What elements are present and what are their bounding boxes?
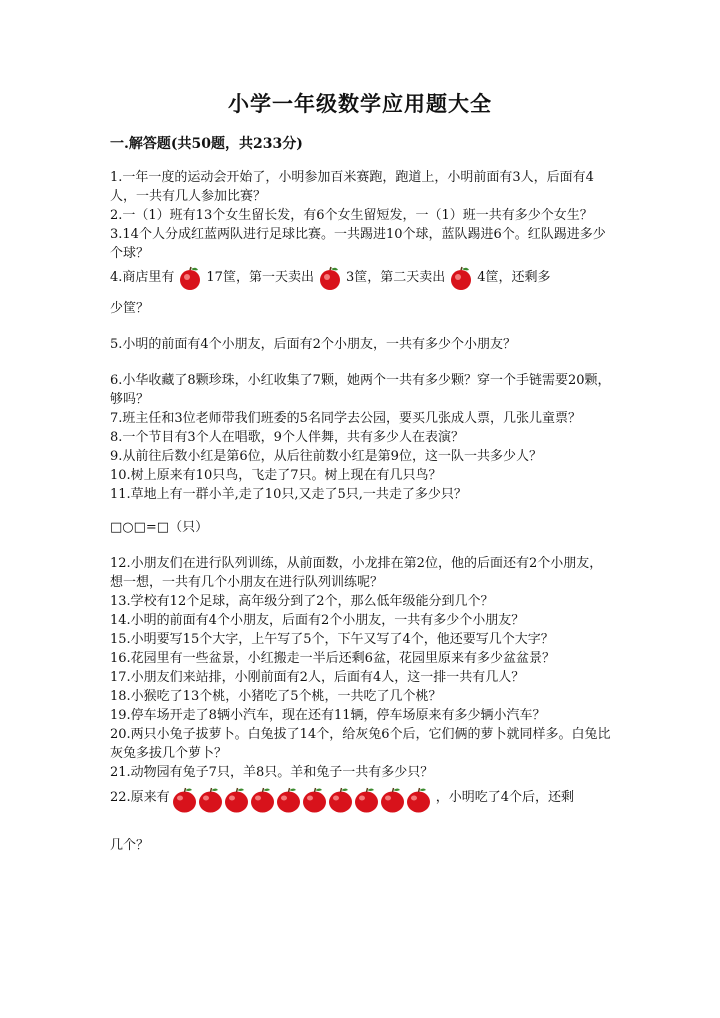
question-8: 8.一个节目有3个人在唱歌，9个人伴舞，共有多少人在表演？ xyxy=(110,430,464,445)
question-22-part-1: 22.原来有 xyxy=(110,790,170,805)
question-3: 3.14个人分成红蓝两队进行足球比赛。一共踢进10个球，蓝队踢进6个。红队踢进多少个球？ xyxy=(110,227,606,261)
question-13: 13.学校有12个足球，高年级分到了2个，那么低年级能分到几个？ xyxy=(110,594,494,609)
apple-icon xyxy=(328,786,353,813)
question-20: 20.两只小兔子拔萝卜。白兔拔了14个，给灰兔6个后，它们俩的萝卜就同样多。白兔比灰兔多拔几个萝卜？ xyxy=(110,727,611,761)
apple-icon xyxy=(276,786,301,813)
apple-icon xyxy=(198,786,223,813)
question-4-part-4: 4筐，还剩多 xyxy=(477,270,551,285)
question-16: 16.花园里有一些盆景，小红搬走一半后还剩6盆，花园里原来有多少盆盆景？ xyxy=(110,651,555,666)
question-4-part-1: 4.商店里有 xyxy=(110,270,175,285)
question-5: 5.小明的前面有4个小朋友，后面有2个小朋友，一共有多少个小朋友？ xyxy=(110,337,516,352)
question-2: 2.一（1）班有13个女生留长发，有6个女生留短发，一（1）班一共有多少个女生？ xyxy=(110,208,593,223)
question-7: 7.班主任和3位老师带我们班委的5名同学去公园，要买几张成人票，几张儿童票？ xyxy=(110,411,581,426)
question-6: 6.小华收藏了8颗珍珠，小红收集了7颗，她两个一共有多少颗？穿一个手链需要20颗，够吗？ xyxy=(110,373,611,407)
apple-icon xyxy=(177,265,203,291)
apple-icon xyxy=(302,786,327,813)
question-4-part-3: 3筐，第二天卖出 xyxy=(345,270,446,285)
apple-icon xyxy=(250,786,275,813)
question-4 xyxy=(110,265,615,291)
section-heading: 一.解答题(共50题，共233分) xyxy=(110,136,303,152)
apple-row xyxy=(172,786,432,824)
apple-icon xyxy=(406,786,431,813)
question-22-part-2: ，小明吃了4个后，还剩 xyxy=(435,790,574,805)
page-title: 小学一年级数学应用题大全 xyxy=(228,91,492,116)
apple-icon xyxy=(172,786,197,813)
apple-icon xyxy=(380,786,405,813)
question-1: 1.一年一度的运动会开始了，小明参加百米赛跑，跑道上，小明前面有3人，后面有4人，一共有几人参加比赛？ xyxy=(110,170,594,204)
question-17: 17.小朋友们来站排，小刚前面有2人，后面有4人，这一排一共有几人？ xyxy=(110,670,525,685)
question-19: 19.停车场开走了8辆小汽车，现在还有11辆，停车场原来有多少辆小汽车？ xyxy=(110,708,546,723)
question-4-continued: 少筐？ xyxy=(110,301,150,316)
question-11: 11.草地上有一群小羊,走了10只,又走了5只,一共走了多少只？ xyxy=(110,487,467,502)
apple-icon xyxy=(317,265,343,291)
question-4-part-2: 17筐，第一天卖出 xyxy=(206,270,314,285)
question-12: 12.小朋友们在进行队列训练，从前面数，小龙排在第2位，他的后面还有2个小朋友，想一想，一共有几个小朋友在进行队列训练呢？ xyxy=(110,556,603,590)
question-10: 10.树上原来有10只鸟，飞走了7只。树上现在有几只鸟？ xyxy=(110,468,442,483)
question-22-continued: 几个？ xyxy=(110,838,150,853)
question-11-formula: □○□=□（只） xyxy=(110,520,209,535)
question-18: 18.小猴吃了13个桃，小猪吃了5个桃，一共吃了几个桃？ xyxy=(110,689,442,704)
question-21: 21.动物园有兔子7只，羊8只。羊和兔子一共有多少只？ xyxy=(110,765,434,780)
question-list xyxy=(110,168,615,855)
apple-icon xyxy=(448,265,474,291)
question-15: 15.小明要写15个大字，上午写了5个，下午又写了4个，他还要写几个大字？ xyxy=(110,632,554,647)
apple-icon xyxy=(354,786,379,813)
question-9: 9.从前往后数小红是第6位，从后往前数小红是第9位，这一队一共多少人？ xyxy=(110,449,542,464)
question-14: 14.小明的前面有4个小朋友，后面有2个小朋友，一共有多少个小朋友？ xyxy=(110,613,525,628)
question-22 xyxy=(110,784,615,824)
apple-icon xyxy=(224,786,249,813)
